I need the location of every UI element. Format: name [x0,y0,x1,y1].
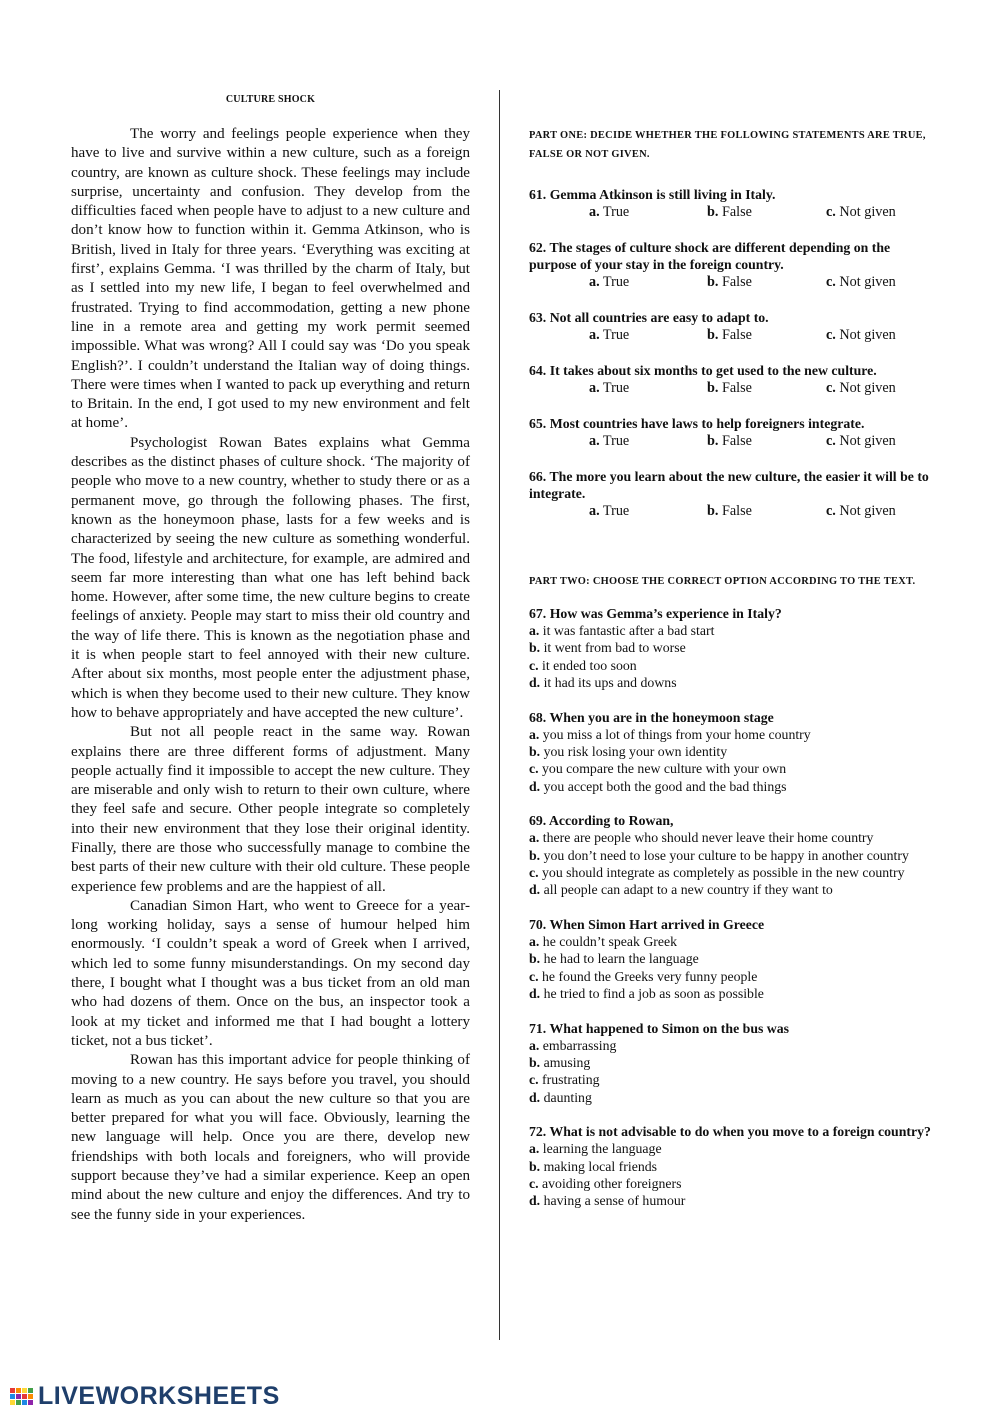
option-letter: d. [529,1193,541,1209]
tf-question [529,468,939,520]
option-b[interactable] [529,950,939,967]
logo-square [22,1394,27,1399]
question-text: 64. It takes about six months to get used to the new culture. [529,363,877,378]
option-letter: a. [589,204,600,220]
option-a[interactable] [589,203,629,221]
option-c[interactable] [826,326,896,344]
option-a[interactable] [529,829,939,846]
option-b[interactable] [529,1054,939,1071]
option-c[interactable] [826,432,896,450]
option-letter: b. [707,503,719,519]
option-a[interactable] [589,326,629,344]
option-b[interactable] [707,502,752,520]
option-a[interactable] [529,726,939,743]
option-text: False [718,327,752,343]
question-text: 68. When you are in the honeymoon stage [529,709,774,725]
column-divider [499,90,500,1340]
option-text: it was fantastic after a bad start [539,623,715,638]
option-text: you miss a lot of things from your home country [539,726,811,742]
mc-question [529,1123,939,1210]
option-a[interactable] [589,502,629,520]
option-text: he found the Greeks very funny people [538,968,758,984]
option-letter: d. [529,778,541,794]
option-letter: a. [529,830,540,846]
passage-paragraph: Psychologist Rowan Bates explains what Gemma describes as the distinct phases of culture shock. ‘The majority of people who move to a new country, whether to study there or as a permanent move, go through the following phases. The first, known as the honeymoon phase, lasts for a few weeks and is characterized by seeing the new culture as something wonderful. The food, lifestyle and architecture, for example, are admired and seem far more interesting than what one has left behind back home. However, after some time, the new culture begins to create feelings of anxiety. People may start to miss their old country and the way of life there. This is known as the negotiation phase and it is when people start to feel annoyed with their new culture. After about six months, most people enter the adjustment phase, which is when they become used to their new culture. They know how to behave appropriately and have accepted the new culture’. [71,434,470,721]
questions-column [529,126,939,1210]
option-text: making local friends [540,1158,657,1174]
logo-square [22,1400,27,1405]
option-letter: c. [529,657,539,673]
question-text: 69. According to Rowan, [529,813,674,829]
option-c[interactable] [826,379,896,397]
footer-logo [10,1381,280,1411]
passage-column [71,94,470,1225]
option-text: True [599,274,630,290]
option-text: you accept both the good and the bad things [540,778,787,794]
option-letter: a. [589,380,600,396]
option-a[interactable] [529,1037,939,1054]
option-text: True [599,327,630,343]
option-letter: a. [529,933,540,949]
question-text: 61. Gemma Atkinson is still living in Italy. [529,187,776,202]
option-b[interactable] [707,273,752,291]
option-b[interactable] [529,1158,939,1175]
option-text: it had its ups and downs [540,675,677,691]
option-c[interactable] [529,760,939,777]
option-d[interactable] [529,778,939,795]
option-text: False [718,204,752,220]
option-letter: c. [529,1175,539,1191]
option-c[interactable] [529,1175,939,1192]
option-text: you compare the new culture with your own [538,761,787,777]
page-title: CULTURE SHOCK [225,94,316,105]
option-b[interactable] [529,639,939,656]
option-d[interactable] [529,1192,939,1209]
option-text: learning the language [539,1141,662,1157]
option-text: he couldn’t speak Greek [539,933,678,949]
option-letter: c. [826,274,836,290]
answer-options [529,273,939,291]
option-letter: c. [529,1072,539,1088]
question-text: 62. The stages of culture shock are different depending on the purpose of your stay in the foreign country. [529,240,891,272]
option-a[interactable] [589,432,629,450]
logo-square [16,1400,21,1405]
option-letter: b. [707,327,719,343]
tf-question [529,239,939,291]
option-d[interactable] [529,674,939,691]
tf-question [529,415,939,450]
logo-square [10,1388,15,1393]
option-c[interactable] [529,657,939,674]
question-text: 72. What is not advisable to do when you move to a foreign country? [529,1124,931,1140]
logo-square [10,1394,15,1399]
question-text: 66. The more you learn about the new culture, the easier it will be to integrate. [529,469,929,501]
option-text: he had to learn the language [540,951,699,967]
logo-square [28,1394,33,1399]
tf-question [529,186,939,221]
option-text: daunting [540,1089,592,1105]
mc-question [529,1020,939,1107]
option-letter: a. [529,726,540,742]
option-text: amusing [540,1054,591,1070]
option-letter: d. [529,675,541,691]
option-text: it went from bad to worse [540,640,686,656]
option-text: it ended too soon [538,657,637,673]
option-text: Not given [835,204,896,220]
option-letter: a. [589,274,600,290]
option-text: Not given [835,274,896,290]
logo-square [22,1388,27,1393]
option-letter: c. [826,327,836,343]
option-letter: b. [707,274,719,290]
mc-question [529,812,939,899]
option-d[interactable] [529,1089,939,1106]
option-text: False [718,433,752,449]
option-letter: b. [529,1158,541,1174]
option-letter: a. [589,433,600,449]
tf-question [529,362,939,397]
option-d[interactable] [529,985,939,1002]
passage-paragraph: Rowan has this important advice for people thinking of moving to a new country. He says before you travel, you should learn as much as you can about the new culture so that you are better prepared for what you will face. Obviously, learning the new language will help. Once you are there, develop new friendships with both locals and foreigners, who will provide support because they’ve had a similar experience. Keep an open mind about the new culture and enjoy the differences. And try to see the funny side in your experiences. [71,1052,470,1223]
option-letter: b. [707,204,719,220]
option-text: False [718,503,752,519]
option-letter: c. [529,761,539,777]
option-c[interactable] [529,968,939,985]
option-text: you should integrate as completely as possible in the new country [538,865,905,881]
option-letter: c. [826,503,836,519]
option-a[interactable] [529,1140,939,1157]
option-text: True [599,433,630,449]
option-letter: c. [529,865,539,881]
option-c[interactable] [826,203,896,221]
option-text: avoiding other foreigners [538,1175,682,1191]
option-text: False [718,274,752,290]
option-letter: c. [826,433,836,449]
question-text: 67. How was Gemma’s experience in Italy? [529,606,782,621]
logo-square [16,1388,21,1393]
option-text: there are people who should never leave their home country [539,830,874,846]
option-letter: b. [529,1054,541,1070]
option-letter: b. [529,640,541,656]
option-d[interactable] [529,881,939,898]
option-a[interactable] [529,622,939,639]
answer-options [529,326,939,344]
option-b[interactable] [707,432,752,450]
option-text: embarrassing [539,1037,617,1053]
option-a[interactable] [589,379,629,397]
option-c[interactable] [826,502,896,520]
option-text: Not given [835,503,896,519]
logo-square [16,1394,21,1399]
mc-question [529,916,939,1003]
option-letter: b. [529,951,541,967]
option-text: True [599,204,630,220]
part-two-heading: PART TWO: CHOOSE THE CORRECT OPTION ACCORDING TO THE TEXT. [529,576,916,587]
option-letter: a. [529,623,540,638]
logo-square [28,1400,33,1405]
passage-paragraph: The worry and feelings people experience when they have to live and survive within a new culture, such as a foreign country, are known as culture shock. These feelings may include surprise, uncertainty and confusion. They develop from the difficulties faced when people have to adjust to a new culture and don’t know how to function within it. Gemma Atkinson, who is British, lived in Italy for three years. ‘Everything was exciting at first’, explains Gemma. ‘I was thrilled by the charm of Italy, but as I settled into my new life, I began to feel overwhelmed and frustrated. Trying to find accommodation, getting a new phone line in a remote area and getting my work permit seemed impossible. What was wrong? All I could say was ‘Do you speak English?’. I couldn’t understand the Italian way of doing things. There were times when I wanted to pack up everything and return to Britain. In the end, I got used to my new environment and felt at home’. [71,126,470,432]
option-text: Not given [835,433,896,449]
option-letter: c. [529,968,539,984]
option-letter: d. [529,882,541,898]
option-c[interactable] [529,1071,939,1088]
answer-options [529,203,939,221]
option-letter: b. [707,433,719,449]
option-letter: a. [529,1037,540,1053]
logo-square [10,1400,15,1405]
option-letter: b. [707,380,719,396]
option-text: Not given [835,380,896,396]
part-one-heading: PART ONE: DECIDE WHETHER THE FOLLOWING STATEMENTS ARE TRUE, FALSE OR NOT GIVEN. [529,130,926,160]
option-b[interactable] [707,203,752,221]
option-c[interactable] [529,864,939,881]
answer-options [529,379,939,397]
option-b[interactable] [529,743,939,760]
option-letter: a. [589,503,600,519]
option-text: you don’t need to lose your culture to be happy in another country [540,847,909,863]
option-letter: a. [589,327,600,343]
answer-options [529,432,939,450]
option-letter: d. [529,1089,541,1105]
option-letter: b. [529,847,541,863]
option-text: frustrating [538,1072,600,1088]
mc-question [529,605,939,692]
mc-question [529,709,939,796]
question-text: 65. Most countries have laws to help foreigners integrate. [529,416,865,431]
option-letter: c. [826,380,836,396]
logo-square [28,1388,33,1393]
option-text: True [599,503,630,519]
question-text: 70. When Simon Hart arrived in Greece [529,916,765,932]
option-text: you risk losing your own identity [540,744,728,760]
passage-paragraph: Canadian Simon Hart, who went to Greece for a year-long working holiday, says a sense of humour helped him enormously. ‘I couldn’t speak a word of Greek when I arrived, which led to some funny misunderstandings. On my second day there, I bought what I thought was a bus ticket from an old man who had dozens of them. Once on the bus, an inspector took a look at my ticket and informed me that I had bought a lottery ticket, not a bus ticket’. [71,897,470,1049]
option-letter: c. [826,204,836,220]
option-letter: d. [529,986,541,1002]
question-text: 63. Not all countries are easy to adapt to. [529,310,769,325]
option-b[interactable] [707,326,752,344]
option-a[interactable] [589,273,629,291]
logo-icon [10,1385,36,1407]
option-c[interactable] [826,273,896,291]
option-b[interactable] [529,847,939,864]
option-letter: b. [529,744,541,760]
tf-question [529,309,939,344]
option-text: having a sense of humour [540,1193,686,1209]
logo-text: LIVEWORKSHEETS [38,1382,280,1410]
option-text: all people can adapt to a new country if they want to [540,882,833,898]
option-letter: a. [529,1141,540,1157]
option-b[interactable] [707,379,752,397]
option-a[interactable] [529,933,939,950]
option-text: False [718,380,752,396]
question-text: 71. What happened to Simon on the bus was [529,1020,790,1036]
passage-paragraph: But not all people react in the same way. Rowan explains there are three different forms of adjustment. Many people actually find it impossible to accept the new culture. They are miserable and only wish to return to their own culture, where they feel safe and secure. Other people integrate so completely into their new environment that they lose their original identity. Finally, there are those who successfully manage to combine the best parts of their new culture with their old culture. These people experience few problems and are the happiest of all. [71,724,470,895]
option-text: True [599,380,630,396]
option-text: Not given [835,327,896,343]
option-text: he tried to find a job as soon as possible [540,986,764,1002]
answer-options [529,502,939,520]
